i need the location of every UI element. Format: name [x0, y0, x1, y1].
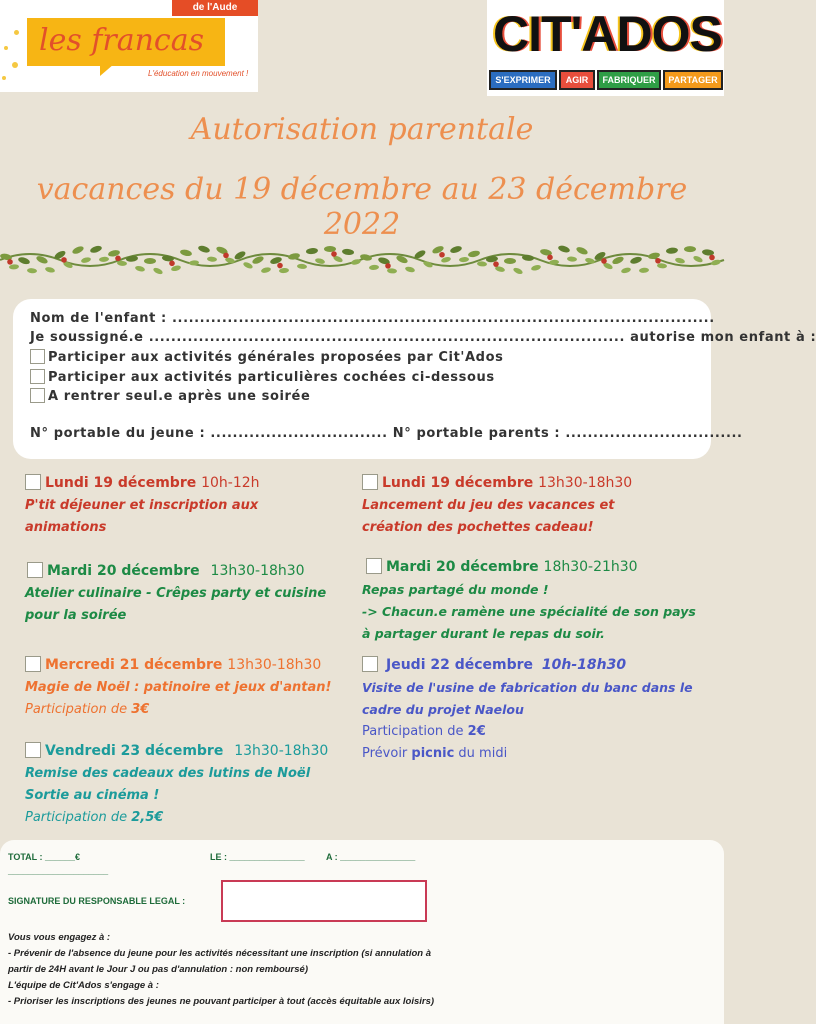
berry-icon — [223, 253, 229, 259]
leaf-icon — [557, 244, 570, 253]
leaf-icon — [261, 266, 272, 273]
leaf-icon — [405, 266, 416, 273]
authorization-form — [13, 299, 816, 459]
commitment-line: - Prévenir de l'absence du jeune pour les activités nécessitant une inscription (si annulation à — [8, 948, 432, 959]
leaf-icon — [504, 258, 516, 264]
activity-price — [25, 699, 360, 721]
activity-wednesday — [25, 656, 360, 721]
activity-checkbox[interactable] — [25, 474, 41, 490]
option-general[interactable] — [30, 349, 503, 365]
commitment-heading: Vous vous engagez à : — [8, 932, 111, 943]
activity-time: 10h-12h — [201, 475, 260, 491]
activity-time: 13h30-18h30 — [227, 657, 322, 673]
berry-icon — [385, 263, 391, 269]
leaf-icon — [512, 267, 523, 276]
activity-description — [362, 495, 717, 539]
option-alone[interactable] — [30, 388, 310, 404]
leaf-icon — [324, 246, 336, 252]
leaf-icon — [477, 261, 487, 267]
price-label: Participation de — [25, 810, 132, 825]
leaf-icon — [99, 256, 109, 262]
francas-name: les francas — [27, 18, 225, 66]
leaf-icon — [152, 267, 163, 276]
leaf-icon — [567, 256, 577, 262]
activity-day: Mardi 20 décembre — [386, 559, 539, 575]
price-label: Participation de — [362, 724, 468, 739]
activity-description — [25, 677, 360, 699]
leaf-icon — [71, 245, 84, 255]
desc-line: cadre du projet Naelou — [362, 702, 524, 717]
desc-line: Remise des cadeaux des lutins de Noël — [25, 766, 311, 781]
citados-tags — [489, 70, 723, 90]
leaf-icon — [207, 256, 217, 262]
activity-monday-afternoon — [362, 474, 717, 539]
berry-icon — [61, 257, 67, 263]
activity-monday-morning — [25, 474, 355, 539]
leaf-icon — [621, 267, 632, 274]
activity-price — [25, 807, 360, 829]
tag-partager: PARTAGER — [663, 70, 723, 90]
leaf-icon — [27, 268, 37, 274]
activity-day: Vendredi 23 décembre — [45, 743, 224, 759]
leaf-icon — [197, 244, 210, 253]
leaf-icon — [342, 248, 355, 255]
desc-line: Lancement du jeu des vacances et — [362, 498, 615, 513]
berry-icon — [169, 261, 175, 267]
total-underline: ____________________ — [8, 866, 109, 876]
activity-header — [362, 474, 717, 491]
leaf-icon — [180, 249, 193, 257]
option-specific[interactable] — [30, 369, 495, 385]
activity-checkbox[interactable] — [366, 558, 382, 574]
activity-description — [25, 763, 360, 807]
tag-agir: AGIR — [559, 70, 595, 90]
citados-logo — [487, 0, 724, 96]
price-value: 2,5€ — [131, 810, 164, 825]
desc-line: -> Chacun.e ramène une spécialité de son pays — [362, 604, 696, 619]
child-name-field[interactable]: Nom de l'enfant : .................................................................................................. — [30, 311, 715, 326]
team-commitment-heading: L'équipe de Cit'Ados s'engage à : — [8, 980, 159, 991]
activity-tuesday-afternoon — [27, 562, 362, 627]
berry-icon — [655, 258, 661, 264]
logo-dot — [14, 30, 19, 35]
commitment-line: partir de 24H avant le Jour J ou pas d'annulation : non remboursé) — [8, 964, 308, 975]
activity-reminder — [362, 743, 720, 765]
berry-icon — [601, 258, 607, 264]
berry-icon — [7, 259, 13, 265]
activity-day: Lundi 19 décembre — [382, 475, 534, 491]
signature-section — [0, 840, 724, 1024]
tag-fabriquer: FABRIQUER — [597, 70, 661, 90]
activity-day: Mercredi 21 décembre — [45, 657, 223, 673]
activity-time: 13h30-18h30 — [234, 743, 329, 759]
page-subtitle: vacances du 19 décembre au 23 décembre 2022 — [36, 172, 688, 242]
activity-description — [362, 677, 720, 721]
activity-checkbox[interactable] — [25, 742, 41, 758]
page-title: Autorisation parentale — [190, 112, 534, 147]
price-label: Participation de — [25, 702, 132, 717]
leaf-icon — [135, 265, 146, 272]
leaf-icon — [9, 264, 19, 270]
checkbox[interactable] — [30, 349, 45, 364]
commitment-line: - Prioriser les inscriptions des jeunes ne pouvant participer à tout (accès équitable aux loisirs) — [8, 996, 435, 1007]
leaf-icon — [575, 246, 588, 256]
leaf-icon — [639, 267, 649, 273]
activity-checkbox[interactable] — [25, 656, 41, 672]
activity-day: Lundi 19 décembre — [45, 475, 197, 491]
activity-checkbox[interactable] — [362, 474, 378, 490]
desc-line: Repas partagé du monde ! — [362, 582, 549, 597]
berry-icon — [439, 252, 445, 258]
leaf-icon — [297, 263, 307, 269]
desc-line: Visite de l'usine de fabrication du banc dans le — [362, 680, 693, 695]
option-general-label: Participer aux activités générales proposées par Cit'Ados — [48, 350, 504, 365]
undersigned-field[interactable]: Je soussigné.e ...................................................................................... autorise mon enfant à : — [30, 330, 816, 345]
berry-icon — [547, 255, 553, 261]
francas-tagline: L'éducation en mouvement ! — [148, 69, 249, 78]
leaf-icon — [468, 250, 481, 258]
activity-header — [27, 562, 362, 579]
leaf-icon — [315, 257, 326, 264]
leaf-icon — [89, 245, 102, 254]
activity-tuesday-evening — [362, 558, 720, 645]
activity-time: 13h30-18h30 — [210, 563, 305, 579]
leaf-icon — [279, 268, 289, 274]
leaf-icon — [675, 257, 686, 264]
signature-label: SIGNATURE DU RESPONSABLE LEGAL : — [8, 896, 186, 906]
desc-line: à partager durant le repas du soir. — [362, 626, 605, 641]
holly-garland-icon — [0, 238, 724, 278]
leaf-icon — [692, 255, 703, 264]
leaf-icon — [144, 258, 156, 264]
activity-description — [362, 579, 720, 645]
citados-name: CIT'ADOS — [493, 6, 722, 62]
desc-line: Atelier culinaire - Crêpes party et cuisine — [25, 586, 327, 601]
activity-header — [362, 656, 720, 673]
activity-price — [362, 721, 720, 743]
total-field[interactable]: TOTAL : ______€ — [8, 852, 81, 862]
activity-header — [25, 742, 360, 759]
logo-dot — [12, 62, 18, 68]
berry-icon — [709, 255, 715, 261]
activity-time: 10h-18h30 — [541, 657, 627, 673]
leaf-icon — [459, 257, 469, 263]
leaf-icon — [81, 256, 92, 263]
price-value: 2€ — [467, 724, 486, 739]
activity-thursday — [362, 656, 720, 765]
activity-description — [25, 495, 355, 539]
logo-dot — [4, 46, 8, 50]
option-specific-label: Participer aux activités particulières cochées ci-dessous — [48, 370, 495, 385]
place-field[interactable]: A : _______________ — [326, 852, 416, 862]
leaf-icon — [369, 264, 379, 270]
leaf-icon — [657, 263, 667, 269]
desc-line: création des pochettes cadeau! — [362, 520, 594, 535]
leaf-icon — [17, 256, 30, 265]
signature-box[interactable] — [221, 880, 427, 922]
desc-line: Magie de Noël : patinoire et jeux d'antan! — [25, 680, 332, 695]
leaf-icon — [387, 268, 397, 274]
option-alone-label: A rentrer seul.e après une soirée — [48, 389, 311, 404]
berry-icon — [493, 261, 499, 267]
berry-icon — [331, 251, 337, 257]
phone-fields[interactable]: N° portable du jeune : ................................ N° portable parents : ................................ — [30, 426, 743, 441]
speech-tail-icon — [100, 64, 114, 76]
francas-logo — [0, 0, 258, 92]
leaf-icon — [531, 264, 542, 271]
activity-time: 18h30-21h30 — [543, 559, 638, 575]
francas-badge: de l'Aude — [172, 0, 258, 16]
reminder-prefix: Prévoir — [362, 746, 412, 761]
activity-checkbox[interactable] — [362, 656, 378, 672]
checkbox[interactable] — [30, 369, 45, 384]
price-value: 3€ — [131, 702, 150, 717]
activity-description — [25, 583, 362, 627]
checkbox[interactable] — [30, 388, 45, 403]
activity-day: Jeudi 22 décembre — [386, 657, 534, 673]
leaf-icon — [629, 256, 642, 265]
activity-header — [25, 474, 355, 491]
reminder-suffix: du midi — [454, 746, 508, 761]
leaf-icon — [242, 261, 253, 270]
activity-checkbox[interactable] — [27, 562, 43, 578]
leaf-icon — [666, 247, 679, 254]
leaf-icon — [684, 246, 696, 252]
desc-line: Sortie au cinéma ! — [25, 788, 160, 803]
date-field[interactable]: LE : _______________ — [210, 852, 305, 862]
berry-icon — [277, 263, 283, 269]
leaf-icon — [306, 247, 319, 254]
desc-line: animations — [25, 520, 107, 535]
activity-time: 13h30-18h30 — [538, 475, 633, 491]
activity-day: Mardi 20 décembre — [47, 563, 200, 579]
activity-header — [25, 656, 360, 673]
desc-line: P'tit déjeuner et inscription aux — [25, 498, 259, 513]
logo-dot — [2, 76, 6, 80]
desc-line: pour la soirée — [25, 608, 127, 623]
reminder-value: picnic — [411, 746, 455, 761]
berry-icon — [115, 256, 121, 262]
tag-exprimer: S'EXPRIMER — [489, 70, 557, 90]
activity-header — [366, 558, 720, 575]
leaf-icon — [45, 266, 56, 273]
activity-friday — [25, 742, 360, 829]
leaf-icon — [449, 245, 462, 254]
